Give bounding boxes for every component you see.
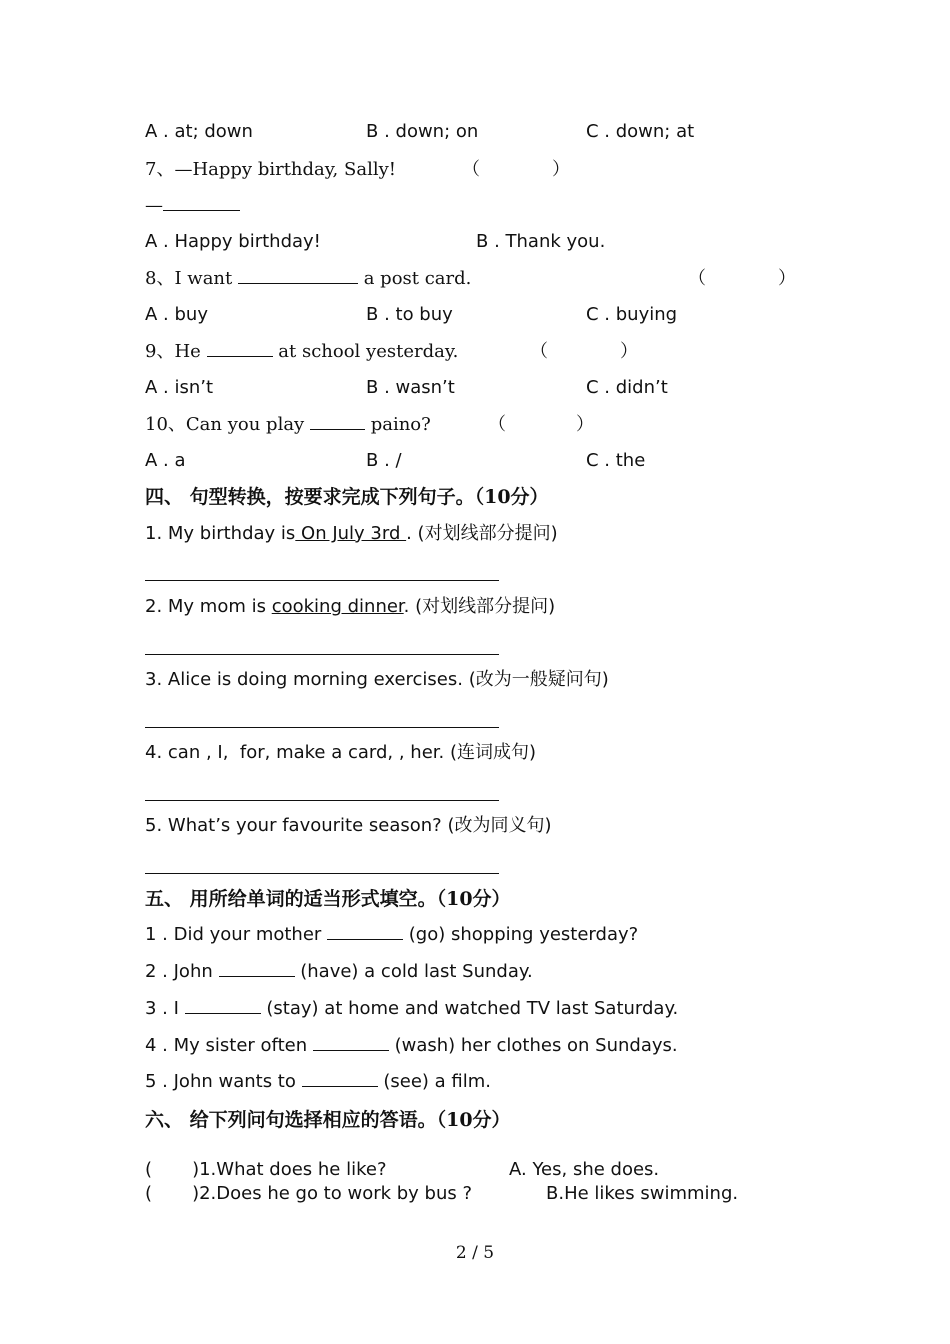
q9-stem-post: at school yesterday.	[278, 341, 459, 362]
s5-item-3-pre: 3 . I	[145, 998, 179, 1019]
q7-reply-blank[interactable]	[163, 194, 240, 211]
s5-blank-4[interactable]	[313, 1034, 389, 1051]
q7-paren-close: ）	[552, 159, 570, 180]
q6-option-c: C . down; at	[586, 121, 695, 142]
s4-item-1	[145, 522, 558, 546]
s4-answer-line-5[interactable]	[145, 873, 499, 874]
q9-option-a: A . isn’t	[145, 377, 214, 398]
s6-answer-b: B.He likes swimming.	[546, 1183, 739, 1204]
s4-item-1-underlined: On July 3rd	[295, 523, 407, 544]
q7-dash: —	[145, 195, 163, 216]
q8-option-a: A . buy	[145, 304, 208, 325]
section6-title: 六、 给下列问句选择相应的答语。（10分）	[145, 1109, 511, 1131]
s5-blank-5[interactable]	[302, 1070, 378, 1087]
s4-item-3: 3. Alice is doing morning exercises. (改为一般疑问句)	[145, 669, 609, 690]
s5-blank-3[interactable]	[185, 997, 261, 1014]
s5-item-3	[145, 997, 678, 1021]
q7-reply-line	[145, 194, 240, 218]
q9-blank[interactable]	[207, 340, 273, 357]
page-number: 2 / 5	[455, 1243, 495, 1263]
s5-blank-2[interactable]	[219, 960, 295, 977]
s5-item-5-pre: 5 . John wants to	[145, 1071, 296, 1092]
q8-stem-pre: 8、I want	[145, 268, 233, 289]
s5-item-2-post: (have) a cold last Sunday.	[300, 961, 533, 982]
s4-answer-line-3[interactable]	[145, 727, 499, 728]
q8-stem	[145, 267, 471, 291]
s4-answer-line-1[interactable]	[145, 580, 499, 581]
s4-item-2-pre: 2. My mom is	[145, 596, 272, 617]
s5-item-5	[145, 1070, 491, 1094]
s5-item-1-pre: 1 . Did your mother	[145, 924, 322, 945]
s5-blank-1[interactable]	[327, 923, 403, 940]
q9-stem	[145, 340, 458, 364]
q9-option-c: C . didn’t	[586, 377, 668, 398]
q8-paren-open: （	[688, 268, 706, 289]
s5-item-3-post: (stay) at home and watched TV last Saturday.	[266, 998, 679, 1019]
q10-stem	[145, 413, 431, 437]
q8-option-c: C . buying	[586, 304, 678, 325]
s6-answer-a: A. Yes, she does.	[509, 1159, 660, 1180]
s5-item-4-post: (wash) her clothes on Sundays.	[394, 1035, 678, 1056]
s5-item-5-post: (see) a film.	[383, 1071, 491, 1092]
section4-title: 四、 句型转换，按要求完成下列句子。（10分）	[145, 486, 549, 508]
q7-stem: 7、—Happy birthday, Sally!	[145, 159, 396, 180]
s6-question-2: ( )2.Does he go to work by bus ?	[145, 1183, 473, 1204]
q8-paren-close: ）	[778, 268, 796, 289]
s4-answer-line-2[interactable]	[145, 654, 499, 655]
s4-answer-line-4[interactable]	[145, 800, 499, 801]
q10-blank[interactable]	[310, 413, 365, 430]
q7-option-b: B . Thank you.	[476, 231, 606, 252]
q10-paren-open: （	[488, 414, 506, 435]
s4-item-4: 4. can , I, for, make a card, , her. (连词成句)	[145, 742, 536, 763]
q7-paren-open: （	[462, 159, 480, 180]
section5-title: 五、 用所给单词的适当形式填空。（10分）	[145, 888, 511, 910]
s5-item-1-post: (go) shopping yesterday?	[408, 924, 639, 945]
s5-item-2	[145, 960, 533, 984]
q6-option-a: A . at; down	[145, 121, 253, 142]
q8-option-b: B . to buy	[366, 304, 453, 325]
s5-item-4-pre: 4 . My sister often	[145, 1035, 308, 1056]
q9-stem-pre: 9、He	[145, 341, 201, 362]
q7-option-a: A . Happy birthday!	[145, 231, 321, 252]
s4-item-1-pre: 1. My birthday is	[145, 523, 296, 544]
s4-item-5: 5. What’s your favourite season? (改为同义句)	[145, 815, 552, 836]
q10-option-b: B . /	[366, 450, 402, 471]
s5-item-2-pre: 2 . John	[145, 961, 213, 982]
q9-paren-open: （	[530, 341, 548, 362]
q10-option-c: C . the	[586, 450, 646, 471]
s4-item-2-post: . (对划线部分提问)	[403, 596, 556, 617]
s4-item-2-underlined: cooking dinner	[271, 596, 404, 617]
q8-stem-post: a post card.	[363, 268, 472, 289]
q10-stem-post: paino?	[370, 414, 431, 435]
s5-item-4	[145, 1034, 678, 1058]
q9-option-b: B . wasn’t	[366, 377, 455, 398]
q9-paren-close: ）	[620, 341, 638, 362]
q10-option-a: A . a	[145, 450, 186, 471]
s6-question-1: ( )1.What does he like?	[145, 1159, 387, 1180]
s4-item-1-post: . (对划线部分提问)	[406, 523, 558, 544]
s4-item-2	[145, 595, 555, 619]
q6-option-b: B . down; on	[366, 121, 479, 142]
q8-blank[interactable]	[238, 267, 358, 284]
q10-stem-pre: 10、Can you play	[145, 414, 305, 435]
q10-paren-close: ）	[576, 414, 594, 435]
s5-item-1	[145, 923, 638, 947]
